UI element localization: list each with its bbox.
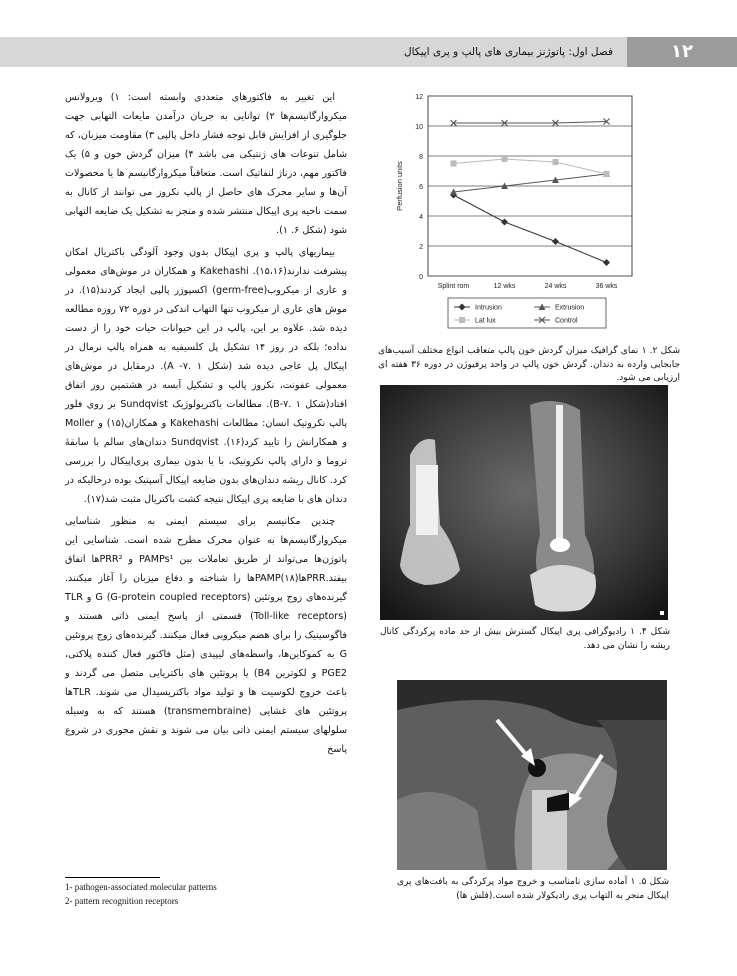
paragraph: بیماریهای پالپ و پری اپیکال بدون وجود آلودگی باکتریال امکان پیشرفت ندارند(۱۵،۱۶). Kakehashi و همکاران در موش‌های معمولی و عاری از میکروب(germ-free) اکسپوژر پالپی ایجاد کردند(۱۵). در موش های عاری از میکروب تنها التهاب اندکی در دوره ۷۲ روزه مطالعه دیده شد. علاوه بر این، پالپ در این حیوانات حیات خود را از دست نداده؛ بلکه در روز ۱۴ تشکیل پل کلسیفیه به همراه پالپ نرمال در اپیکال پل عاجی دیده شد (شکل A -۷. ۱). درمقابل در موش‌های معمولی عفونت، نکروز پالپ و تشکیل آبسه در هشتمین روز اتفاق افتاد(شکل B-۷. ۱). مطالعات باکتریولوژیک Sundqvist بر روی فلور پالپ نکروتیک انسان: مطالعات Kakehashi و همکاران(۱۵) و Moller و همکارانش را تایید کرد(۱۶). Sundqvist دندان‌های سالم با سابقهٔ تروما و دارای پالپ نکروتیک، با یا بدون بیماری پری‌اپیکال را بررسی کرد. کانال ریشه دندان‌های بدون ضایعه اپیکال آسپتیک بوده درحالیکه در دندان های با ضایعه پری اپیکال نتیجه کشت باکتریال مثبت شد(۱۷). [65,247,348,505]
data-point [451,161,457,167]
perfusion-chart [390,82,655,334]
data-point [459,317,465,323]
x-tick-label: 36 wks [595,283,618,290]
legend-label: Lat lux [475,317,496,325]
page-number: ۱۲ [627,37,737,67]
y-tick-label: 8 [419,154,423,161]
footnote-1: 1- pathogen-associated molecular patterns [65,882,217,892]
figure-5-caption: شکل ۵. ۱ آماده سازی نامناسب و خروج مواد پرکردگی به بافت‌های پری اپیکال منجر به التهاب پری رادیکولار شده است.(فلش ها) [397,877,669,901]
figure-2-caption: شکل ۲. ۱ نمای گرافیک میزان گردش خون پالپ متعاقب انواع مختلف آسیب‌های جابجایی وارده به دندان. گردش خون پالپ در واحد پرفیوژن در دوره ۳۶ هفته ای ارزیابی می شود. [378,346,681,383]
footnote-2: 2- pattern recognition receptors [65,896,179,906]
x-tick-label: 24 wks [544,283,567,290]
legend-box [448,298,606,328]
y-axis-label: Perfusion units [395,161,404,211]
paragraph: این تغییر به فاکتورهای متعددی وابسته است: ۱) ویرولانس میکروارگانیسم‌ها ۲) توانایی به جریان درآمدن مایعات التهابی جهت جلوگیری از افزایش قابل توجه فشار داخل پالپی ۳) مقاومت میزبان، که شامل تنوعات های ژنتیکی می باشد ۴) میزان گردش خون و ۵) یک فاکتور مهم، درناژ لنفاتیک است. متعاقباً میکروارگانیسم ها یا محصولات آن‌ها و سایر محرک های حاصل از پالپ نکروز می توانند از کانال به سمت ناحیه پری اپیکال منتشر شده و منجر به تشکیل یک ضایعه التهابی شود (شکل ۶. ۱). [65,92,347,236]
y-tick-label: 4 [419,214,423,221]
radiograph-image [380,385,668,620]
figure-4-caption: شکل ۴. ۱ رادیوگرافی پری اپیکال گسترش بیش از حد ماده پرکردگی کانال ریشه را نشان می دهد. [380,627,670,651]
footnote-divider [65,877,160,878]
data-point [553,159,559,165]
histology-image [397,680,667,870]
y-tick-label: 10 [415,124,423,131]
y-tick-label: 0 [419,274,423,281]
chapter-title: فصل اول: پاتوژنز بیماری های پالپ و پری اپیکال [403,46,613,58]
legend-label: Intrusion [475,304,502,312]
x-tick-label: 12 wks [493,283,516,290]
x-tick-label: Splint rom [437,283,470,290]
paragraph: چندین مکانیسم برای سیستم ایمنی به منظور شناسایی میکروارگانیسم‌ها به عنوان محرک مطرح شده است. شناسایی این پاتوژن‌ها می‌تواند از طریق تعاملات بین PAMPs¹ و PRR²ها اتفاق بیفتد.PRRها(۱۸)PAMPها را شناخته و دفاع میزبان را آغاز میکنند. گیرنده‌های زوج پروتئین G (G-protein coupled receptors) و TLR (Toll-like receptors) قسمتی از پاسخ ایمنی ذاتی هستند و فاگوسیتیک را برای هضم میکروبی فعال میکنند. گیرنده‌های زوج پروتئین G به کموکاین‌ها، واسطه‌های لیپیدی (مثل فاکتور فعال کننده پلاکتی، PGE2 و لکوترین B4) یا پروتئین های باکتریایی متصل می گردند و باعث خروج لکوسیت ها و تولید مواد باکتریسیدال می شوند. TLRها پروتئین های غشایی (transmembraine) هستند که به وسیله سلولهای سیستم ایمنی ذاتی بیان می شوند و نقش محوری در شروع پاسخ [65,516,347,755]
y-tick-label: 2 [419,244,423,251]
data-point [502,156,508,162]
data-point [604,171,610,177]
legend-label: Control [555,317,578,325]
y-tick-label: 12 [415,94,423,101]
legend-label: Extrusion [555,304,585,312]
body-text [65,88,347,762]
y-tick-label: 6 [419,184,423,191]
